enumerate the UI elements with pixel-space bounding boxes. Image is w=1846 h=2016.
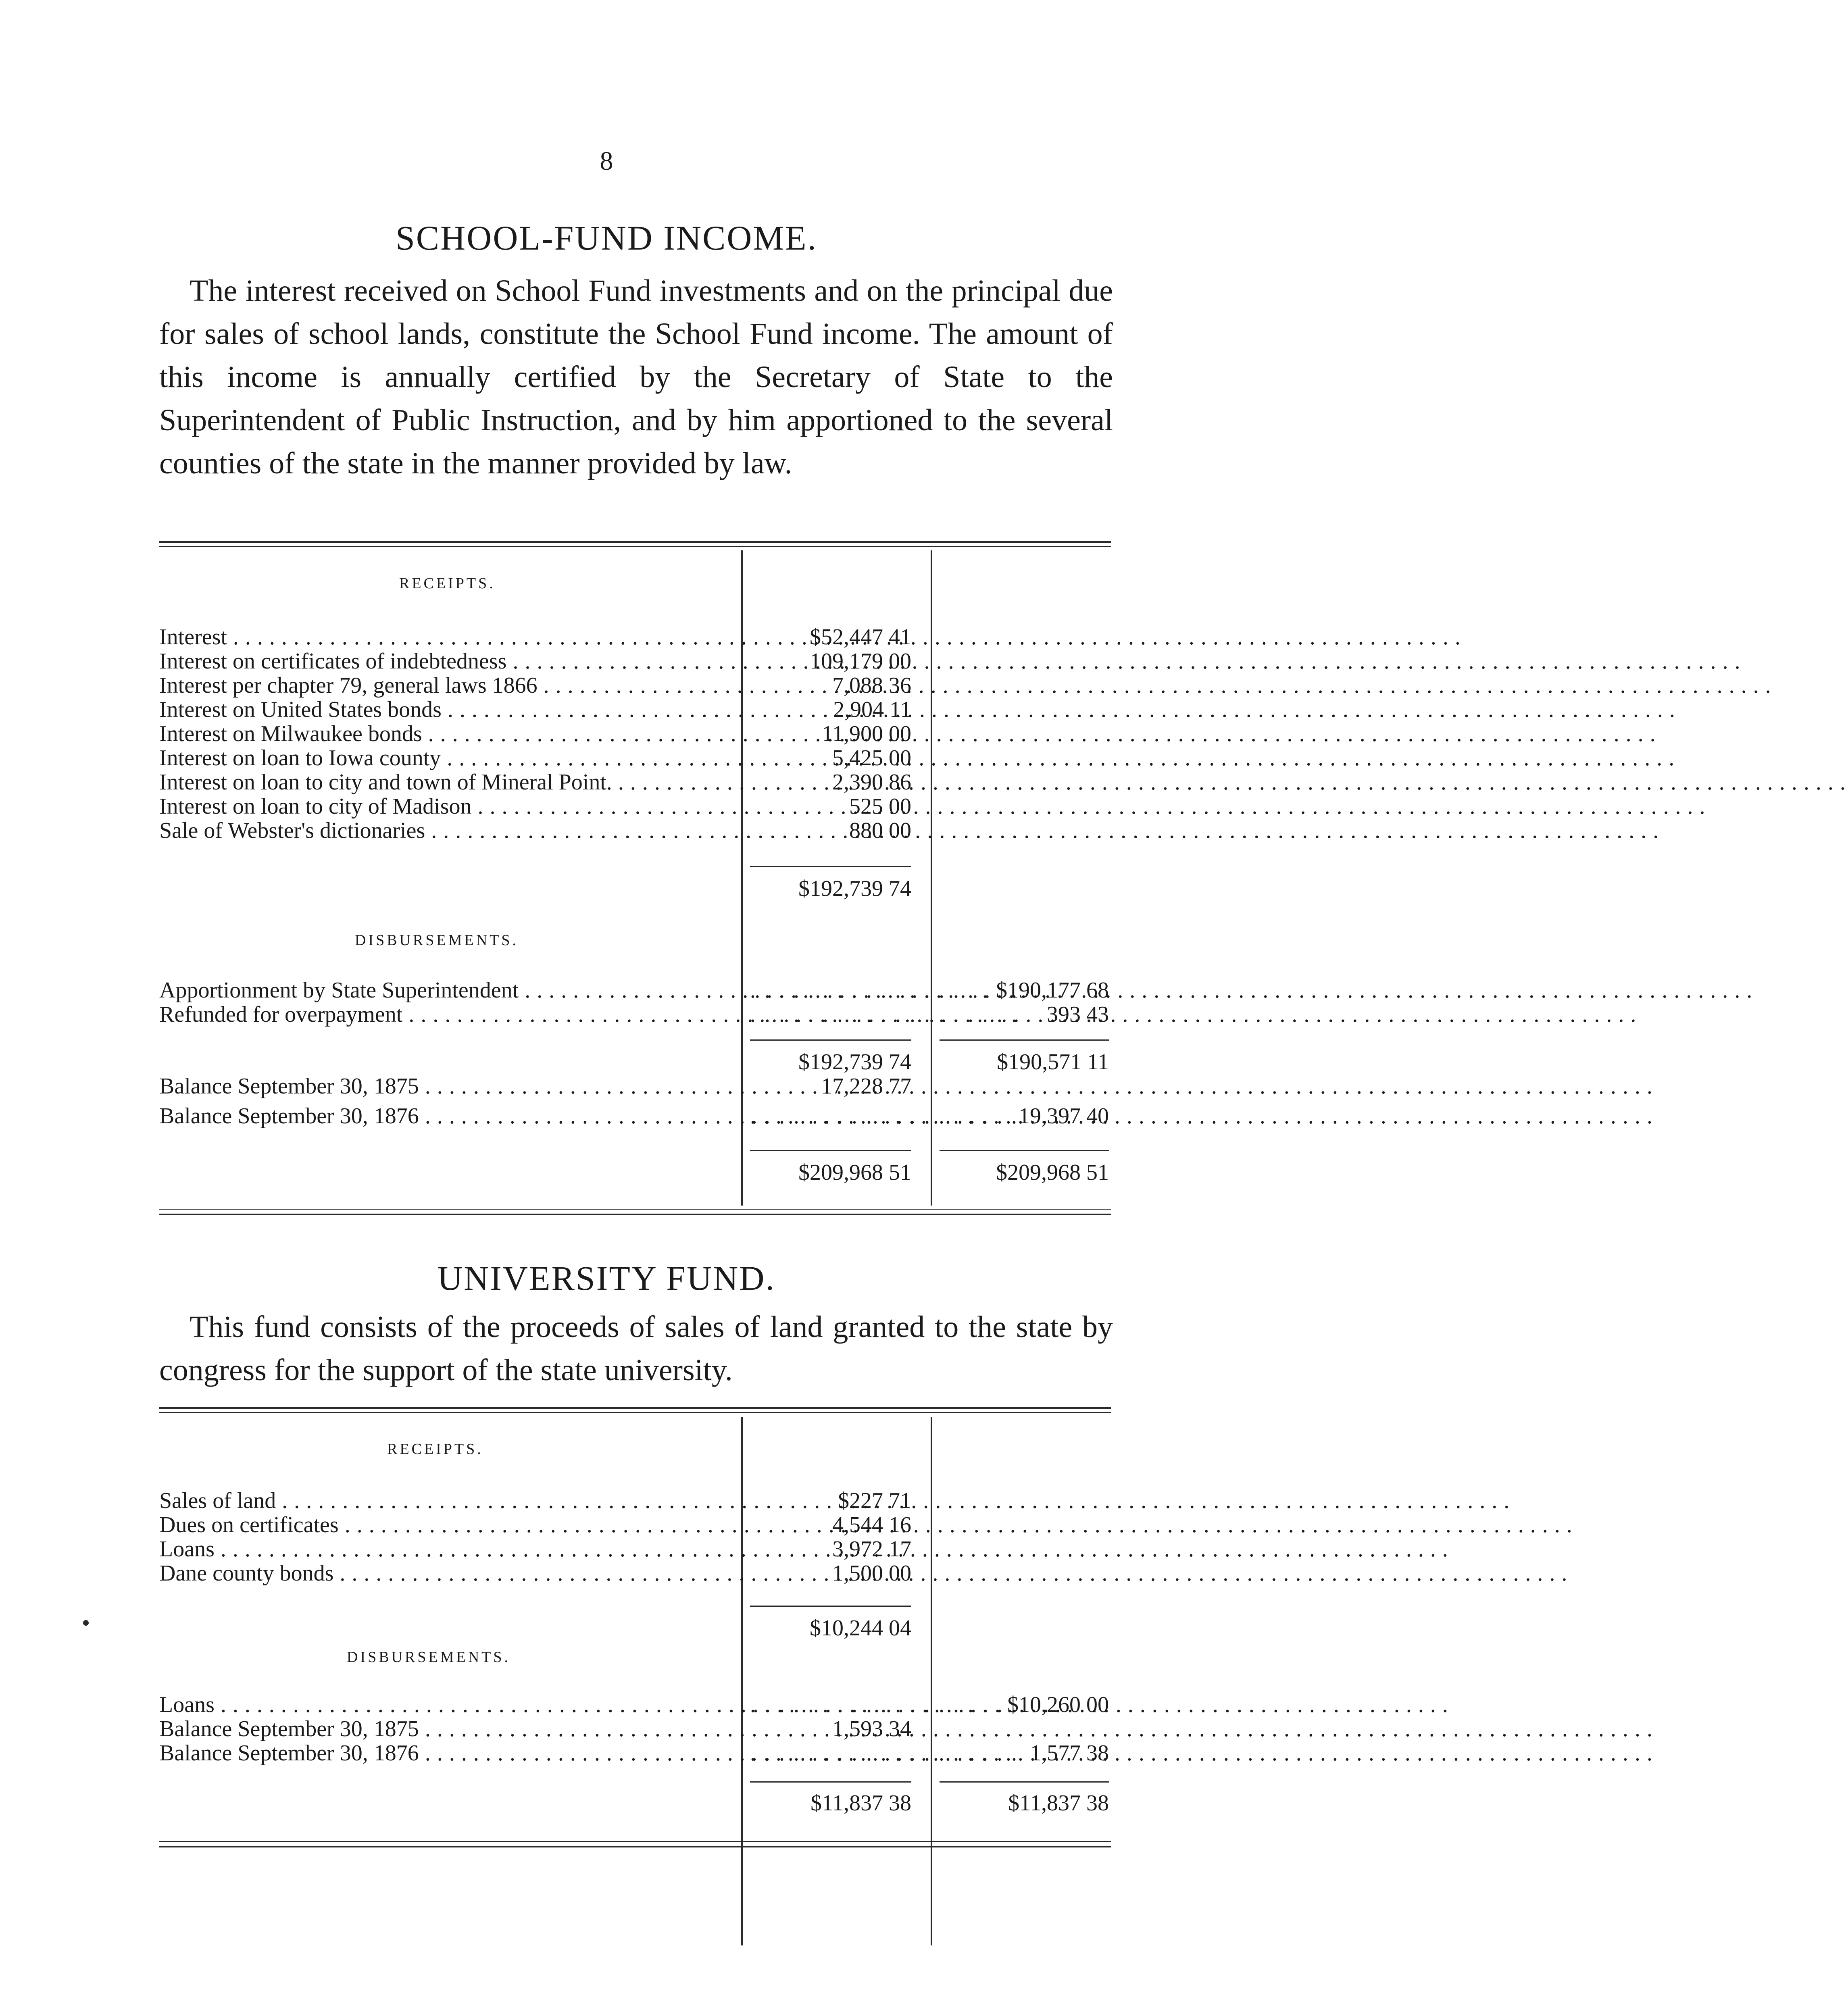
school-total-rule-1 — [750, 1150, 911, 1151]
school-receipt-label: Interest on certificates of indebtedness . . . — [159, 648, 734, 674]
school-balance-leader: . . . . . . . . . . . . . . . . . . . — [750, 1104, 1019, 1129]
school-receipt-amount: 11,900 00 — [822, 721, 911, 746]
school-subtotal-rule-2 — [940, 1039, 1109, 1041]
university-table-top-rule — [159, 1407, 1111, 1409]
school-receipt-label: Sale of Webster's dictionaries . . . — [159, 818, 734, 843]
page-number: 8 — [600, 146, 613, 176]
school-fund-paragraph-text: The interest received on School Fund investments and on the principal due for sales of school lands, constitute the School Fund income. The amount of this income is annually certified by the Secretary of State to the Superintendent of Public Instruction, and by him apportioned to the several counties of the state in the manner provided by law. — [159, 274, 1113, 480]
school-receipts-total: $192,739 74 — [798, 876, 911, 901]
university-table-bottom-rule — [159, 1841, 1111, 1842]
school-balance-label: Balance September 30, 1875 . . . — [159, 1073, 734, 1099]
university-disbursement-label: Loans . . . — [159, 1692, 734, 1718]
university-total-rule-2 — [940, 1781, 1109, 1783]
school-receipt-amount: 7,088 36 — [832, 673, 911, 698]
school-receipt-label: Interest per chapter 79, general laws 1866 . . . — [159, 673, 734, 698]
school-receipt-amount: $52,447 41 — [810, 625, 911, 650]
university-fund-title: UNIVERSITY FUND. — [438, 1259, 775, 1297]
university-total-rule-1 — [750, 1781, 911, 1783]
university-fund-paragraph-text: This fund consists of the proceeds of sales of land granted to the state by congress for the support of the state university. — [159, 1310, 1113, 1387]
university-receipts-total: $10,244 04 — [810, 1616, 911, 1641]
university-receipt-label: Loans . . . — [159, 1536, 734, 1562]
school-fund-paragraph — [159, 269, 1113, 485]
school-disbursement-label: Apportionment by State Superintendent . . . — [159, 977, 734, 1003]
school-grand-total-col2: $209,968 51 — [996, 1160, 1109, 1185]
school-receipt-amount: 2,904 11 — [833, 697, 911, 722]
school-receipt-label: Interest on loan to Iowa county . . . — [159, 745, 734, 771]
university-table-bottom-rule-2 — [159, 1846, 1111, 1847]
university-receipts-heading: RECEIPTS. — [387, 1441, 483, 1458]
school-balance-col1: 17,228 77 — [821, 1074, 911, 1099]
school-table-bottom-rule — [159, 1209, 1111, 1210]
school-receipt-amount: 2,390 86 — [832, 770, 911, 795]
university-table-top-rule-2 — [159, 1412, 1111, 1413]
school-receipt-label: Interest on Milwaukee bonds . . . — [159, 721, 734, 747]
university-grand-total-col1: $11,837 38 — [810, 1791, 911, 1816]
school-total-rule-2 — [940, 1150, 1109, 1151]
university-receipt-label: Dane county bonds . . . — [159, 1560, 734, 1586]
school-receipt-label: Interest on United States bonds . . . — [159, 697, 734, 723]
school-disbursement-label: Refunded for overpayment . . . — [159, 1002, 734, 1027]
school-disbursement-leader: . . . . . . . . . . . . . . . . . . . — [750, 978, 1019, 1003]
school-table-top-rule — [159, 541, 1111, 543]
university-disbursement-label: Balance September 30, 1875 . . . — [159, 1716, 734, 1742]
margin-ink-dot — [83, 1620, 89, 1626]
university-disbursements-heading: DISBURSEMENTS. — [347, 1649, 510, 1666]
school-receipt-amount: 5,425 00 — [832, 746, 911, 771]
university-disbursement-col2: 1,577 38 — [1030, 1741, 1109, 1766]
school-disbursement-amount: 393 43 — [1047, 1002, 1109, 1027]
school-table-top-rule-2 — [159, 546, 1111, 547]
school-balance-label: Balance September 30, 1876 . . . — [159, 1103, 734, 1129]
school-receipt-label: Interest on loan to city of Madison . . . — [159, 793, 734, 819]
school-table-bottom-rule-2 — [159, 1214, 1111, 1215]
university-grand-total-col2: $11,837 38 — [1008, 1791, 1109, 1816]
school-receipts-heading: RECEIPTS. — [399, 575, 496, 592]
university-receipts-sum-rule — [750, 1606, 911, 1607]
school-disbursement-amount: $190,177 68 — [996, 978, 1109, 1003]
university-receipt-label: Dues on certificates . . . — [159, 1512, 734, 1538]
university-fund-paragraph — [159, 1306, 1113, 1392]
school-disbursements-heading: DISBURSEMENTS. — [355, 932, 519, 949]
school-receipt-label: Interest on loan to city and town of Mineral Point. . . . — [159, 769, 734, 795]
school-receipt-amount: 525 00 — [849, 794, 911, 819]
university-receipt-label: Sales of land . . . — [159, 1488, 734, 1514]
university-disbursement-leader: . . . . . . . . . . . . . . . . . . . — [750, 1692, 1019, 1717]
university-disbursement-col1: 1,593 34 — [832, 1716, 911, 1741]
school-subtotal-col1: $192,739 74 — [798, 1050, 911, 1075]
university-receipt-amount: 1,500 00 — [832, 1561, 911, 1586]
school-balance-col2: 19,397 40 — [1019, 1104, 1109, 1129]
school-receipts-sum-rule — [750, 866, 911, 867]
university-disbursement-label: Balance September 30, 1876 . . . — [159, 1740, 734, 1766]
university-disbursement-col2: $10,260 00 — [1007, 1692, 1109, 1717]
school-subtotal-rule-1 — [750, 1039, 911, 1041]
school-receipt-amount: 109,179 00 — [810, 649, 911, 674]
school-grand-total-col1: $209,968 51 — [798, 1160, 911, 1185]
school-fund-title: SCHOOL-FUND INCOME. — [395, 219, 818, 257]
university-disbursement-leader: . . . . . . . . . . . . . . . . . . . — [750, 1741, 1019, 1766]
university-receipt-amount: 3,972 17 — [832, 1537, 911, 1562]
university-receipt-amount: 4,544 16 — [832, 1512, 911, 1537]
school-receipt-label: Interest . . . — [159, 624, 734, 650]
school-receipt-amount: 880 00 — [849, 818, 911, 843]
university-receipt-amount: $227 71 — [838, 1488, 911, 1513]
school-disbursement-leader: . . . . . . . . . . . . . . . . . . . — [750, 1002, 1019, 1027]
school-subtotal-col2: $190,571 11 — [997, 1050, 1109, 1075]
